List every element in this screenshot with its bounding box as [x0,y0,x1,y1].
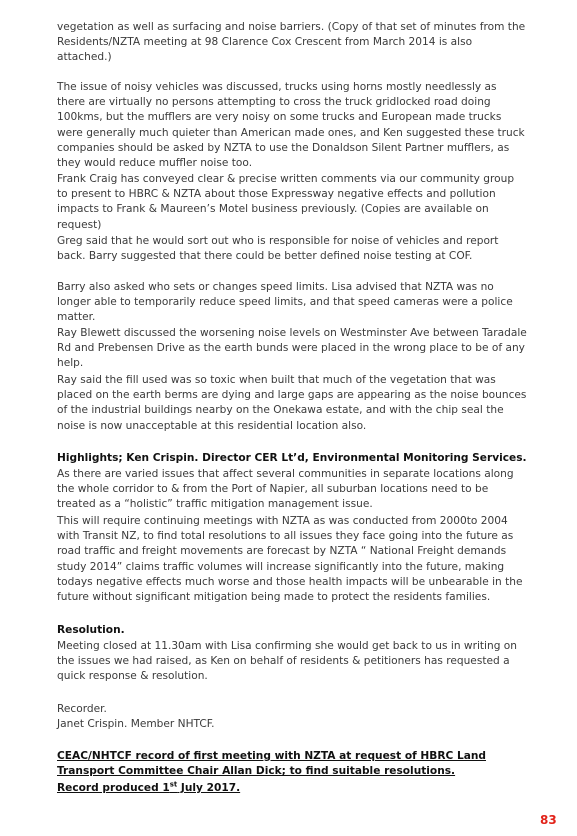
highlights-heading: Highlights; Ken Crispin. Director CER Lt’d, Environmental Monitoring Services. [57,452,527,464]
record-produced-suffix: July 2017. [177,782,241,794]
resolution-text: Meeting closed at 11.30am with Lisa confirming she would get back to us in writing on the issues we had raised, as Ken on behalf of residents & petitioners has requested a quick response & resolution. [57,640,517,683]
paragraph-noisy-vehicles: The issue of noisy vehicles was discussed, trucks using horns mostly needlessly as there are virtually no persons attempting to cross the truck gridlocked road doing 100kms, but the mufflers are very noisy on some trucks and European made trucks were generally much quieter than American made ones, and Ken suggested these truck companies should be asked by NZTA to use the Donaldson Silent Partner mufflers, as they would reduce muffler noise too. [57,81,525,170]
highlights-paragraph-holistic: As there are varied issues that affect several communities in separate locations along the whole corridor to & from the Port of Napier, all suburban locations need to be treated as a “holistic” traffic mitigation management issue. [57,468,514,511]
record-produced-prefix: Record produced 1 [57,782,170,794]
paragraph-frank-craig: Frank Craig has conveyed clear & precise written comments via our community group to present to HBRC & NZTA about those Expressway negative effects and pollution impacts to Frank & Maureen’s Motel business previously. (Copies are available on request) [57,173,515,231]
record-produced-date [57,781,527,796]
highlights-paragraph-continuing: This will require continuing meetings with NZTA as was conducted from 2000to 2004 with Transit NZ, to find total resolutions to all issues they face going into the future as road traffic and freight movements are forecast by NZTA “ National Freight demands study 2014” claims traffic volumes will increase significantly into the future, making todays negative effects much worse and those health impacts will be unbearable in the future without significant mitigation being made to protect the residents families. [57,515,523,604]
paragraph-ray-blewett: Ray Blewett discussed the worsening noise levels on Westminster Ave between Taradale Rd and Prebensen Drive as the earth bunds were placed in the wrong place to be of any help. [57,327,527,370]
recorder-label: Recorder. [57,703,107,715]
recorder-name: Janet Crispin. Member NHTCF. [57,718,215,730]
paragraph-greg-noise: Greg said that he would sort out who is responsible for noise of vehicles and report back. Barry suggested that there could be better defined noise testing at COF. [57,235,499,263]
resolution-heading: Resolution. [57,624,125,636]
page-number: 83 [540,813,557,827]
paragraph-toxic-fill: Ray said the fill used was so toxic when built that much of the vegetation that was placed on the earth berms are dying and large gaps are appearing as the noise bounces of the industrial buildings nearby on the Onekawa estate, and with the chip seal the noise is now unacceptable at this residential location also. [57,374,527,432]
record-title: CEAC/NHTCF record of first meeting with NZTA at request of HBRC Land Transport Committee Chair Allan Dick; to find suitable resolutions. [57,750,486,778]
paragraph-vegetation: vegetation as well as surfacing and noise barriers. (Copy of that set of minutes from the Residents/NZTA meeting at 98 Clarence Cox Crescent from March 2014 is also attached.) [57,21,526,64]
paragraph-speed-limits: Barry also asked who sets or changes speed limits. Lisa advised that NZTA was no longer able to temporarily reduce speed limits, and that speed cameras were a police matter. [57,281,513,324]
record-produced-sup: st [169,780,178,789]
